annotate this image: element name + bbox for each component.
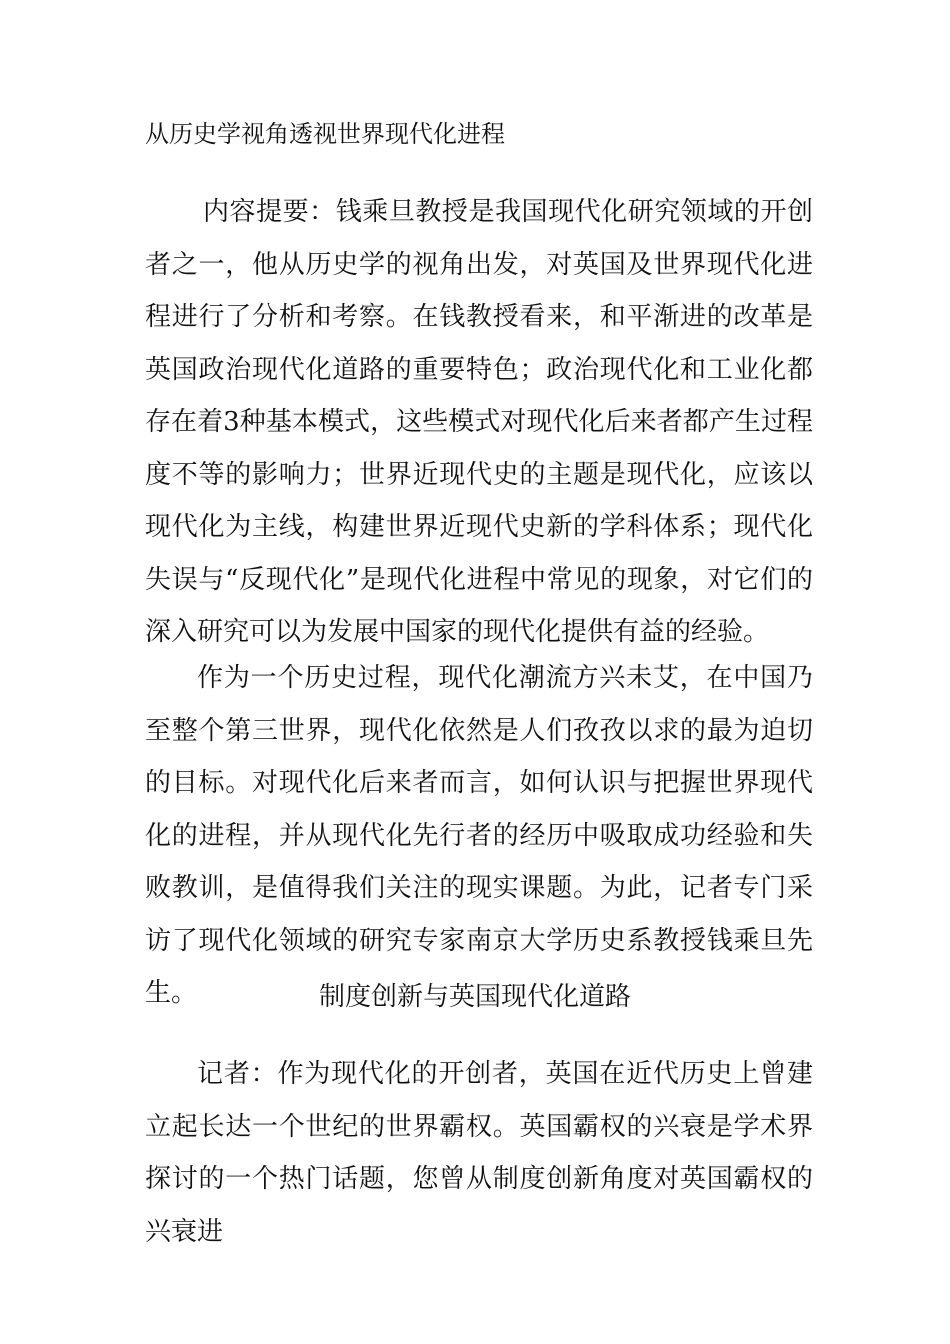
document-title: 从历史学视角透视世界现代化进程 — [145, 120, 505, 148]
section-heading: 制度创新与英国现代化道路 — [318, 982, 631, 1012]
interview-question-paragraph: 记者：作为现代化的开创者，英国在近代历史上曾建立起长达一个世纪的世界霸权。英国霸权的兴衰是学术界探讨的一个热门话题，您曾从制度创新角度对英国霸权的兴衰进 — [145, 1059, 813, 1247]
abstract-paragraph: 内容提要：钱乘旦教授是我国现代化研究领域的开创者之一，他从历史学的视角出发，对英国及世界现代化进程进行了分析和考察。在钱教授看来，和平渐进的改革是英国政治现代化道路的重要特色；政治现代化和工业化都存在着3种基本模式，这些模式对现代化后来者都产生过程度不等的影响力；世界近现代史的主题是现代化，应该以现代化为主线，构建世界近现代史新的学科体系；现代化失误与“反现代化”是现代化进程中常见的现象，对它们的深入研究可以为发展中国家的现代化提供有益的经验。 — [145, 197, 813, 647]
intro-paragraph: 作为一个历史过程，现代化潮流方兴未艾，在中国乃至整个第三世界，现代化依然是人们孜孜以求的最为迫切的目标。对现代化后来者而言，如何认识与把握世界现代化的进程，并从现代化先行者的经历中吸取成功经验和失败教训，是值得我们关注的现实课题。为此，记者专门采访了现代化领域的研究专家南京大学历史系教授钱乘旦先生。 — [145, 663, 813, 1008]
